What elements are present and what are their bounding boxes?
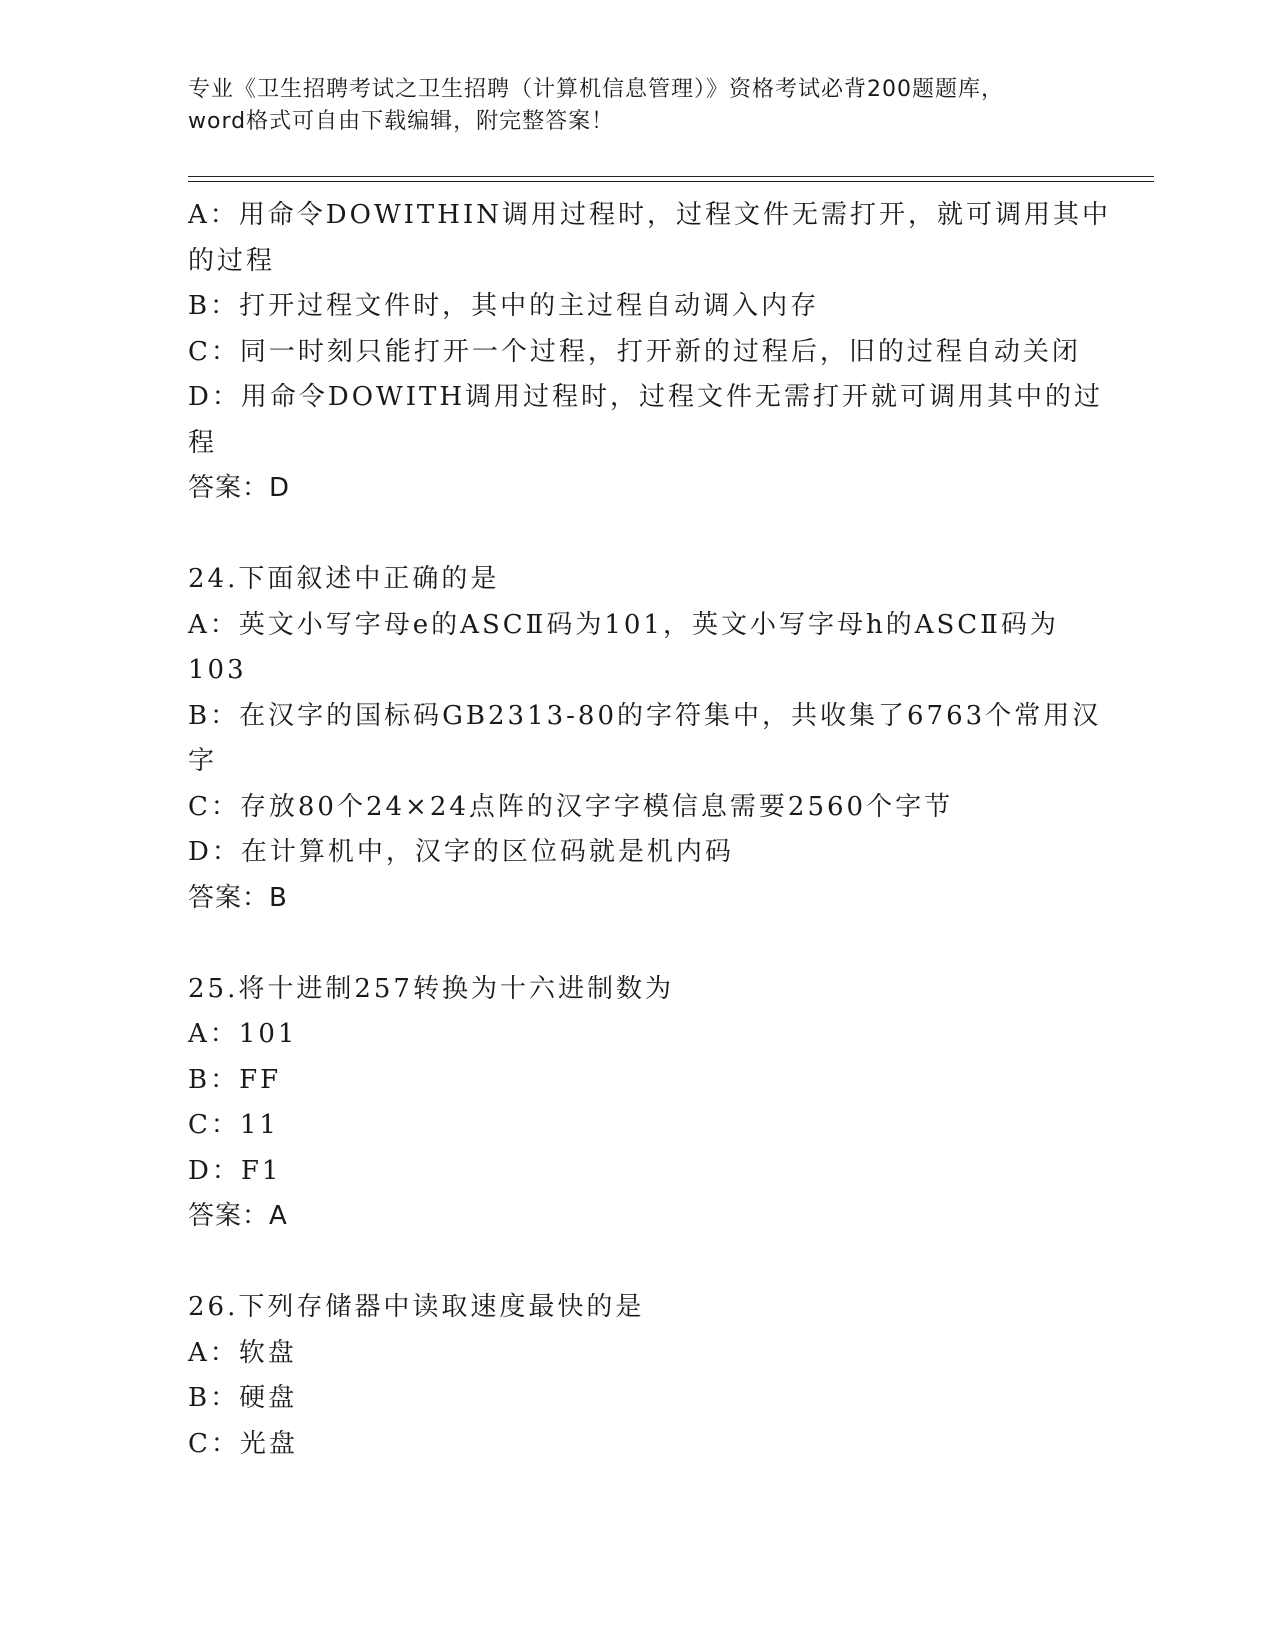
option-c: C：存放80个24×24点阵的汉字字模信息需要2560个字节 <box>188 791 954 822</box>
question-26 <box>188 1285 1068 1467</box>
question-23 <box>188 193 1111 512</box>
spacer <box>188 921 1068 967</box>
option-a: A：101 <box>188 1019 298 1049</box>
header-rule-bottom <box>188 181 1154 182</box>
header-rule-top <box>188 176 1154 177</box>
option-d-line-2: 程 <box>188 427 218 458</box>
option-c: C：光盘 <box>188 1428 298 1459</box>
document-header <box>188 74 1088 138</box>
spacer <box>188 512 1068 558</box>
option-b: B：硬盘 <box>188 1383 298 1413</box>
option-a-line-1: A：用命令DOWITHIN调用过程时，过程文件无需打开，就可调用其中 <box>188 200 1111 230</box>
option-a-line-2: 103 <box>188 655 247 685</box>
option-d: D：在计算机中，汉字的区位码就是机内码 <box>188 837 734 867</box>
option-b: B：打开过程文件时，其中的主过程自动调入内存 <box>188 291 820 321</box>
question-stem: 25.将十进制257转换为十六进制数为 <box>188 973 674 1004</box>
option-b: B：FF <box>188 1064 282 1095</box>
option-a: A：软盘 <box>188 1337 297 1368</box>
header-line-1: 专业《卫生招聘考试之卫生招聘（计算机信息管理）》资格考试必背200题题库， <box>188 77 1004 102</box>
header-line-2: word格式可自由下载编辑，附完整答案！ <box>188 109 615 134</box>
option-c: C：11 <box>188 1110 279 1140</box>
question-stem: 26.下列存储器中读取速度最快的是 <box>188 1292 645 1322</box>
option-d-line-1: D：用命令DOWITH调用过程时，过程文件无需打开就可调用其中的过 <box>188 382 1104 412</box>
option-b-line-1: B：在汉字的国标码GB2313-80的字符集中，共收集了6763个常用汉 <box>188 700 1102 731</box>
question-stem: 24.下面叙述中正确的是 <box>188 564 500 594</box>
option-a-line-1: A：英文小写字母e的ASCⅡ码为101，英文小写字母h的ASCⅡ码为 <box>188 609 1059 640</box>
answer: 答案：B <box>188 882 288 913</box>
question-24 <box>188 557 1102 921</box>
option-b-line-2: 字 <box>188 746 218 776</box>
option-a-line-2: 的过程 <box>188 245 276 276</box>
question-list <box>188 193 1111 1467</box>
answer: 答案：D <box>188 473 291 503</box>
spacer <box>188 1240 1068 1286</box>
option-c: C：同一时刻只能打开一个过程，打开新的过程后，旧的过程自动关闭 <box>188 336 1081 367</box>
answer: 答案：A <box>188 1201 288 1231</box>
option-d: D：F1 <box>188 1155 282 1186</box>
question-25 <box>188 967 1068 1240</box>
